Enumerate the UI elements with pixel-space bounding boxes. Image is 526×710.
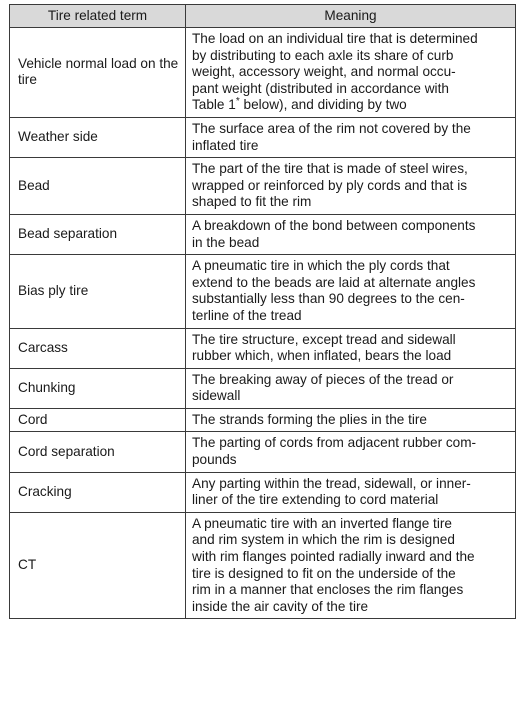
meaning-line: inside the air cavity of the tire (192, 598, 369, 614)
meaning-line: The parting of cords from adjacent rubber com- (192, 435, 477, 451)
tire-terms-table (9, 4, 516, 619)
meaning-line: The strands forming the plies in the tire (192, 411, 427, 427)
meaning-line: extend to the beads are laid at alternate angles (192, 274, 476, 290)
meaning-line: Table 1 (192, 97, 236, 113)
table-row (10, 512, 516, 619)
term-cell: Bead (10, 158, 186, 215)
meaning-cell (186, 472, 516, 512)
term-cell: Cracking (10, 472, 186, 512)
meaning-cell (186, 432, 516, 472)
term-cell: Vehicle normal load on the tire (10, 28, 186, 118)
table-row (10, 432, 516, 472)
table-row (10, 214, 516, 254)
meaning-cell (186, 328, 516, 368)
table-row (10, 408, 516, 432)
header-meaning: Meaning (186, 5, 516, 28)
meaning-line: shaped to fit the rim (192, 194, 312, 210)
meaning-cell (186, 408, 516, 432)
table-row (10, 255, 516, 328)
term-cell: Chunking (10, 368, 186, 408)
table-header-row (10, 5, 516, 28)
meaning-cell (186, 512, 516, 619)
meaning-line: sidewall (192, 388, 241, 404)
meaning-line: and rim system in which the rim is designed (192, 532, 455, 548)
meaning-line: The surface area of the rim not covered by the (192, 120, 471, 136)
term-cell: Bias ply tire (10, 255, 186, 328)
meaning-line: with rim flanges pointed radially inward and the (192, 549, 475, 565)
meaning-line: Any parting within the tread, sidewall, or inner- (192, 475, 471, 491)
meaning-line: rim in a manner that encloses the rim flanges (192, 582, 464, 598)
meaning-cell (186, 368, 516, 408)
meaning-line: A pneumatic tire in which the ply cords that (192, 258, 450, 274)
header-term: Tire related term (10, 5, 186, 28)
table-row (10, 117, 516, 157)
meaning-cell (186, 255, 516, 328)
tire-terms-table-container (9, 4, 515, 619)
term-cell: Bead separation (10, 214, 186, 254)
meaning-line: pounds (192, 452, 237, 468)
meaning-cell (186, 214, 516, 254)
meaning-line: substantially less than 90 degrees to the cen- (192, 291, 465, 307)
meaning-line: in the bead (192, 234, 260, 250)
meaning-cell (186, 28, 516, 118)
table-row (10, 368, 516, 408)
table-row (10, 472, 516, 512)
term-cell: CT (10, 512, 186, 619)
meaning-line: A breakdown of the bond between components (192, 217, 476, 233)
meaning-line: The tire structure, except tread and sidewall (192, 331, 456, 347)
meaning-line: wrapped or reinforced by ply cords and that is (192, 177, 468, 193)
meaning-line: by distributing to each axle its share of curb (192, 47, 454, 63)
meaning-line: pant weight (distributed in accordance with (192, 80, 449, 96)
footnote-mark: * (235, 96, 240, 108)
meaning-line: below), and dividing by two (239, 97, 407, 113)
term-cell: Cord separation (10, 432, 186, 472)
meaning-line: A pneumatic tire with an inverted flange tire (192, 515, 452, 531)
table-row (10, 28, 516, 118)
meaning-line: The part of the tire that is made of steel wires, (192, 161, 468, 177)
meaning-line: weight, accessory weight, and normal occu- (192, 64, 456, 80)
term-cell: Cord (10, 408, 186, 432)
meaning-line: terline of the tread (192, 307, 302, 323)
meaning-line: rubber which, when inflated, bears the load (192, 348, 452, 364)
term-cell: Carcass (10, 328, 186, 368)
meaning-cell (186, 117, 516, 157)
meaning-line: inflated tire (192, 137, 259, 153)
table-row (10, 328, 516, 368)
term-cell: Weather side (10, 117, 186, 157)
meaning-line: liner of the tire extending to cord material (192, 492, 439, 508)
meaning-cell (186, 158, 516, 215)
table-row (10, 158, 516, 215)
meaning-line: The load on an individual tire that is determined (192, 31, 478, 46)
meaning-line: The breaking away of pieces of the tread or (192, 371, 454, 387)
meaning-line: tire is designed to fit on the underside of the (192, 565, 456, 581)
